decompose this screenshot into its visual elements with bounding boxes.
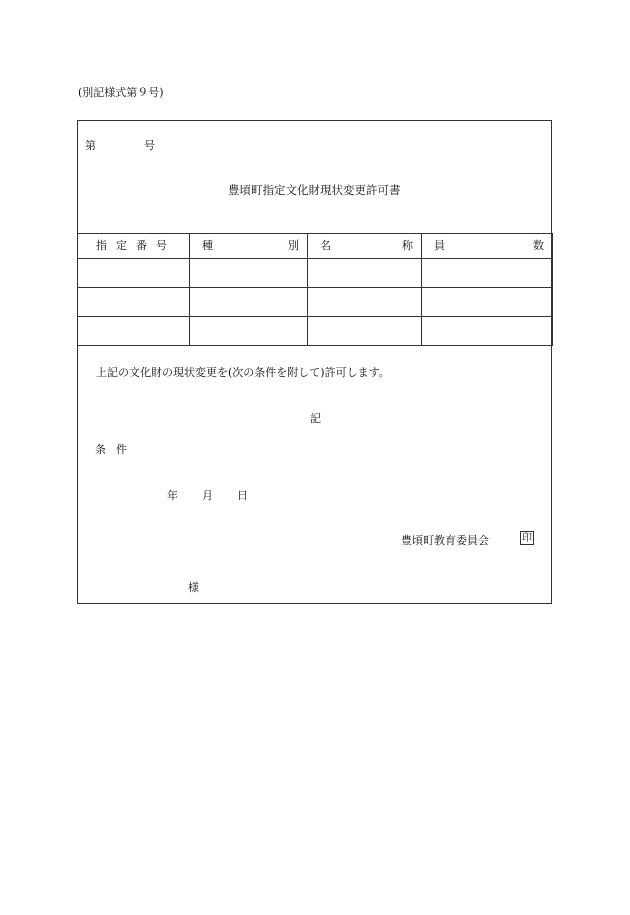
header-designation-number-label: 指定番号 [96, 239, 176, 252]
header-count [422, 234, 553, 259]
permission-statement: 上記の文化財の現状変更を(次の条件を附して)許可します。 [96, 366, 390, 379]
conditions-label: 条件 [95, 443, 137, 456]
date-day-label: 日 [237, 489, 248, 502]
header-type-right: 別 [288, 239, 299, 252]
header-designation-number [78, 234, 190, 259]
date-year-label: 年 [167, 489, 178, 502]
header-count-left: 員 [434, 239, 445, 252]
header-type [190, 234, 308, 259]
table-row [78, 259, 553, 288]
permit-form [77, 120, 552, 604]
date-line [167, 487, 248, 503]
document-number-suffix: 号 [144, 139, 155, 152]
table-cell-name [308, 288, 422, 317]
header-count-right: 数 [533, 239, 544, 252]
header-name-left: 名 [320, 239, 331, 252]
table-cell-type [190, 317, 308, 346]
table-cell-name [308, 317, 422, 346]
table-cell-designation-number [78, 317, 190, 346]
header-type-left: 種 [202, 239, 213, 252]
table-row [78, 317, 553, 346]
addressee-suffix: 様 [188, 581, 199, 594]
table-cell-type [190, 288, 308, 317]
document-number-label: 第 [85, 139, 96, 152]
date-month-label: 月 [202, 489, 213, 502]
cultural-property-table [77, 233, 553, 346]
form-reference: (別記様式第９号) [78, 86, 164, 99]
table-cell-designation-number [78, 259, 190, 288]
ki-heading: 記 [310, 412, 321, 425]
table-cell-type [190, 259, 308, 288]
table-cell-count [422, 259, 553, 288]
header-name-right: 称 [402, 239, 413, 252]
table-cell-name [308, 259, 422, 288]
table-header-row [78, 234, 553, 259]
header-name [308, 234, 422, 259]
table-row [78, 288, 553, 317]
issuer-name: 豊頃町教育委員会 [401, 534, 489, 547]
document-title: 豊頃町指定文化財現状変更許可書 [228, 183, 401, 197]
table-cell-designation-number [78, 288, 190, 317]
seal-mark: 印 [522, 533, 532, 544]
table-cell-count [422, 288, 553, 317]
table-cell-count [422, 317, 553, 346]
